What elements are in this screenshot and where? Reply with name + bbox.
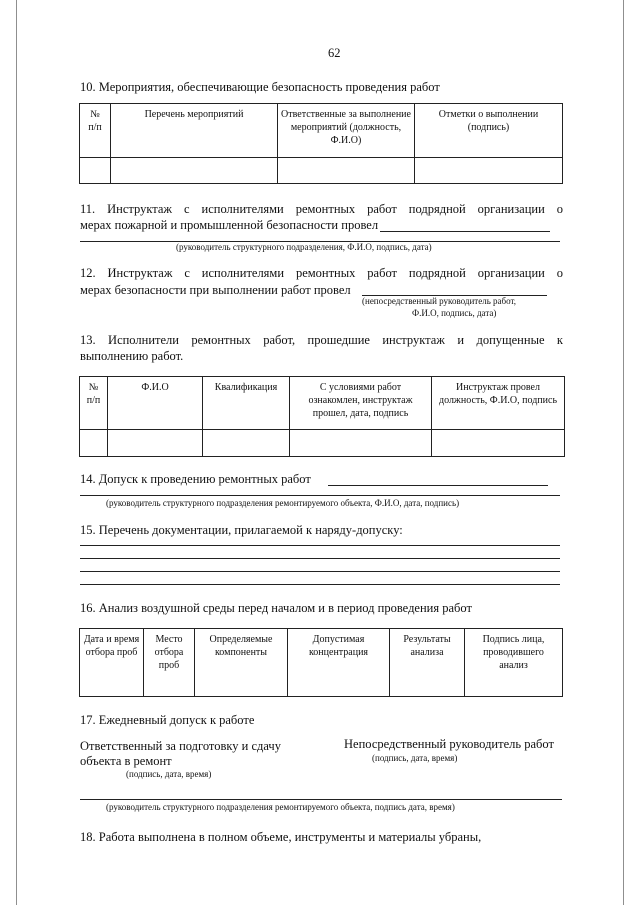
col-signature-header: Подпись лица, проводившего анализ bbox=[465, 629, 563, 697]
section-11-line2: мерах пожарной и промышленной безопасности провел bbox=[80, 218, 379, 232]
measures-table bbox=[79, 103, 563, 184]
table-cell[interactable] bbox=[415, 158, 563, 184]
col-fio-header: Ф.И.О bbox=[108, 377, 203, 430]
table-row bbox=[80, 430, 565, 457]
col-briefing-by-header: Инструктаж провел должность, Ф.И.О, подпись bbox=[432, 377, 565, 430]
table-cell[interactable] bbox=[108, 430, 203, 457]
section-12-line1: 12. Инструктаж с исполнителями ремонтных работ подрядной организации о bbox=[80, 266, 563, 280]
page-right-edge bbox=[623, 0, 624, 905]
executors-table bbox=[79, 376, 565, 457]
section-16-title: 16. Анализ воздушной среды перед началом и в период проведения работ bbox=[80, 601, 472, 615]
col-number-header: № п/п bbox=[80, 377, 108, 430]
section-11-caption: (руководитель структурного подразделения, Ф.И.О, подпись, дата) bbox=[176, 242, 432, 252]
col-results-header: Результаты анализа bbox=[390, 629, 465, 697]
section-13-line1: 13. Исполнители ремонтных работ, прошедшие инструктаж и допущенные к bbox=[80, 333, 563, 347]
signature-line[interactable] bbox=[80, 495, 560, 496]
section-12-caption-2: Ф.И.О, подпись, дата) bbox=[412, 308, 497, 318]
responsible-label-2: объекта в ремонт bbox=[80, 754, 172, 768]
responsible-caption: (подпись, дата, время) bbox=[126, 769, 212, 779]
air-analysis-table bbox=[79, 628, 563, 697]
table-cell[interactable] bbox=[432, 430, 565, 457]
section-13-line2: выполнению работ. bbox=[80, 349, 184, 363]
table-cell[interactable] bbox=[203, 430, 290, 457]
section-11-line1: 11. Инструктаж с исполнителями ремонтных работ подрядной организации о bbox=[80, 202, 563, 216]
col-date-header: Дата и время отбора проб bbox=[80, 629, 144, 697]
page-left-edge bbox=[16, 0, 17, 905]
table-row bbox=[80, 158, 563, 184]
section-14-line: 14. Допуск к проведению ремонтных работ bbox=[80, 472, 311, 486]
col-measures-header: Перечень мероприятий bbox=[111, 104, 278, 158]
section-14-caption: (руководитель структурного подразделения ремонтируемого объекта, Ф.И.О, дата, подпись) bbox=[106, 498, 460, 508]
table-cell[interactable] bbox=[278, 158, 415, 184]
col-place-header: Место отбора проб bbox=[144, 629, 195, 697]
section-12-caption-1: (непосредственный руководитель работ, bbox=[362, 296, 517, 306]
col-concentration-header: Допустимая концентрация bbox=[288, 629, 390, 697]
col-responsible-header: Ответственные за выполнение мероприятий (должность, Ф.И.О) bbox=[278, 104, 415, 158]
col-qualification-header: Квалификация bbox=[203, 377, 290, 430]
document-list-line[interactable] bbox=[80, 545, 560, 546]
section-17-title: 17. Ежедневный допуск к работе bbox=[80, 713, 255, 727]
document-list-line[interactable] bbox=[80, 558, 560, 559]
signature-line[interactable] bbox=[380, 231, 550, 232]
signature-line[interactable] bbox=[328, 485, 548, 486]
col-marks-header: Отметки о выполнении (подпись) bbox=[415, 104, 563, 158]
page-number: 62 bbox=[328, 46, 341, 60]
col-briefing-received-header: С условиями работ ознакомлен, инструктаж прошел, дата, подпись bbox=[290, 377, 432, 430]
document-list-line[interactable] bbox=[80, 571, 560, 572]
section-17-caption: (руководитель структурного подразделения ремонтируемого объекта, подпись дата, время) bbox=[106, 802, 455, 812]
document-list-line[interactable] bbox=[80, 584, 560, 585]
table-cell[interactable] bbox=[80, 430, 108, 457]
table-cell[interactable] bbox=[290, 430, 432, 457]
table-cell[interactable] bbox=[80, 158, 111, 184]
col-components-header: Определяемые компоненты bbox=[195, 629, 288, 697]
responsible-label-1: Ответственный за подготовку и сдачу bbox=[80, 739, 281, 753]
supervisor-label: Непосредственный руководитель работ bbox=[344, 737, 554, 751]
section-12-line2: мерах безопасности при выполнении работ провел bbox=[80, 283, 351, 297]
table-cell[interactable] bbox=[111, 158, 278, 184]
section-10-title: 10. Мероприятия, обеспечивающие безопасность проведения работ bbox=[80, 80, 440, 94]
col-number-header: № п/п bbox=[80, 104, 111, 158]
section-15-line: 15. Перечень документации, прилагаемой к наряду-допуску: bbox=[80, 523, 403, 537]
section-18-line: 18. Работа выполнена в полном объеме, инструменты и материалы убраны, bbox=[80, 830, 482, 844]
signature-line[interactable] bbox=[80, 799, 562, 800]
supervisor-caption: (подпись, дата, время) bbox=[372, 753, 458, 763]
